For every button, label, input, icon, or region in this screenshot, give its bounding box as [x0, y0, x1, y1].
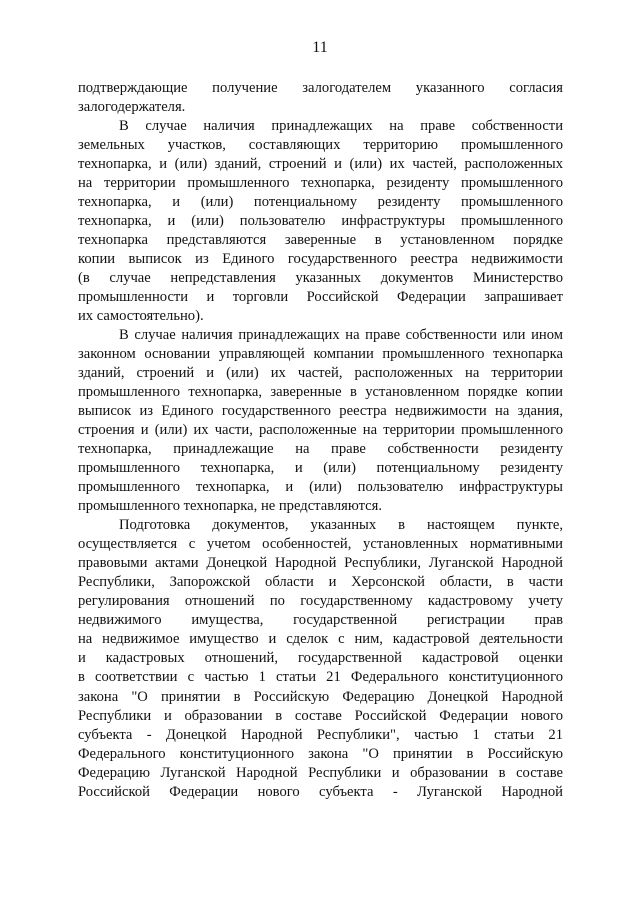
text-line: подтверждающие получение залогодателем указанного согласия — [78, 80, 563, 96]
text-line: технопарка, принадлежащие на праве собственности резиденту — [78, 441, 563, 458]
text-line: В случае наличия принадлежащих на праве собственности или ином — [119, 327, 563, 344]
text-line: их самостоятельно). — [78, 308, 204, 325]
text-line: законном основании управляющей компании промышленного технопарка — [78, 346, 563, 363]
text-line: (в случае непредставления указанных документов Министерство — [78, 270, 563, 287]
page-number: 11 — [312, 39, 328, 56]
text-line: правовыми актами Донецкой Народной Республики, Луганской Народной — [78, 555, 563, 572]
text-line: на недвижимое имущество и сделок с ним, кадастровой деятельности — [78, 631, 563, 648]
text-line: копии выписок из Единого государственного реестра недвижимости — [78, 251, 563, 268]
text-line: Подготовка документов, указанных в настоящем пункте, — [119, 517, 563, 534]
text-line: промышленного технопарка, и (или) пользователю инфраструктуры — [78, 479, 563, 496]
text-line: и кадастровых отношений, государственной кадастровой оценки — [78, 650, 563, 667]
text-line: на территории промышленного технопарка, резиденту промышленного — [78, 175, 563, 192]
text-line: недвижимого имущества, государственной регистрации прав — [78, 612, 563, 629]
text-line: промышленности и торговли Российской Федерации запрашивает — [78, 289, 563, 306]
text-line: промышленного технопарка, заверенные в установленном порядке копии — [78, 384, 563, 401]
text-line: технопарка, и (или) потенциальному резиденту промышленного — [78, 194, 563, 211]
text-line: строения и (или) их части, расположенные на территории промышленного — [78, 422, 563, 439]
text-line: промышленного технопарка, не представляются. — [78, 498, 383, 515]
text-line: залогодержателя. — [78, 99, 186, 116]
text-line: Республики и образовании в составе Российской Федерации нового — [78, 707, 563, 724]
text-line: Республики, Запорожской области и Херсонской области, в части — [78, 574, 563, 591]
text-line: зданий, строений и (или) их частей, расположенных на территории — [78, 365, 563, 382]
text-line: Федерацию Луганской Народной Республики и образовании в составе — [78, 764, 563, 781]
text-line: технопарка, и (или) пользователю инфраструктуры промышленного — [78, 213, 563, 230]
text-line: технопарка, и (или) зданий, строений и (или) их частей, расположенных — [78, 156, 563, 173]
text-line: технопарка представляются заверенные в установленном порядке — [78, 232, 563, 249]
text-line: регулирования отношений по государственному кадастровому учету — [78, 593, 563, 610]
text-line: в соответствии с частью 1 статьи 21 Федерального конституционного — [78, 669, 563, 686]
text-line: В случае наличия принадлежащих на праве собственности — [119, 118, 563, 135]
text-line: осуществляется с учетом особенностей, установленных нормативными — [78, 536, 563, 553]
text-line: Федерального конституционного закона "О принятии в Российскую — [78, 745, 563, 762]
text-line: земельных участков, составляющих территорию промышленного — [78, 137, 563, 154]
document-body — [78, 79, 563, 802]
text-line: Российской Федерации нового субъекта - Луганской Народной — [78, 783, 563, 800]
text-line: промышленного технопарка, и (или) потенциальному резиденту — [78, 460, 563, 477]
text-line: субъекта - Донецкой Народной Республики", частью 1 статьи 21 — [78, 726, 563, 743]
text-line: закона "О принятии в Российскую Федерацию Донецкой Народной — [78, 688, 563, 705]
text-line: выписок из Единого государственного реестра недвижимости на здания, — [78, 403, 563, 420]
